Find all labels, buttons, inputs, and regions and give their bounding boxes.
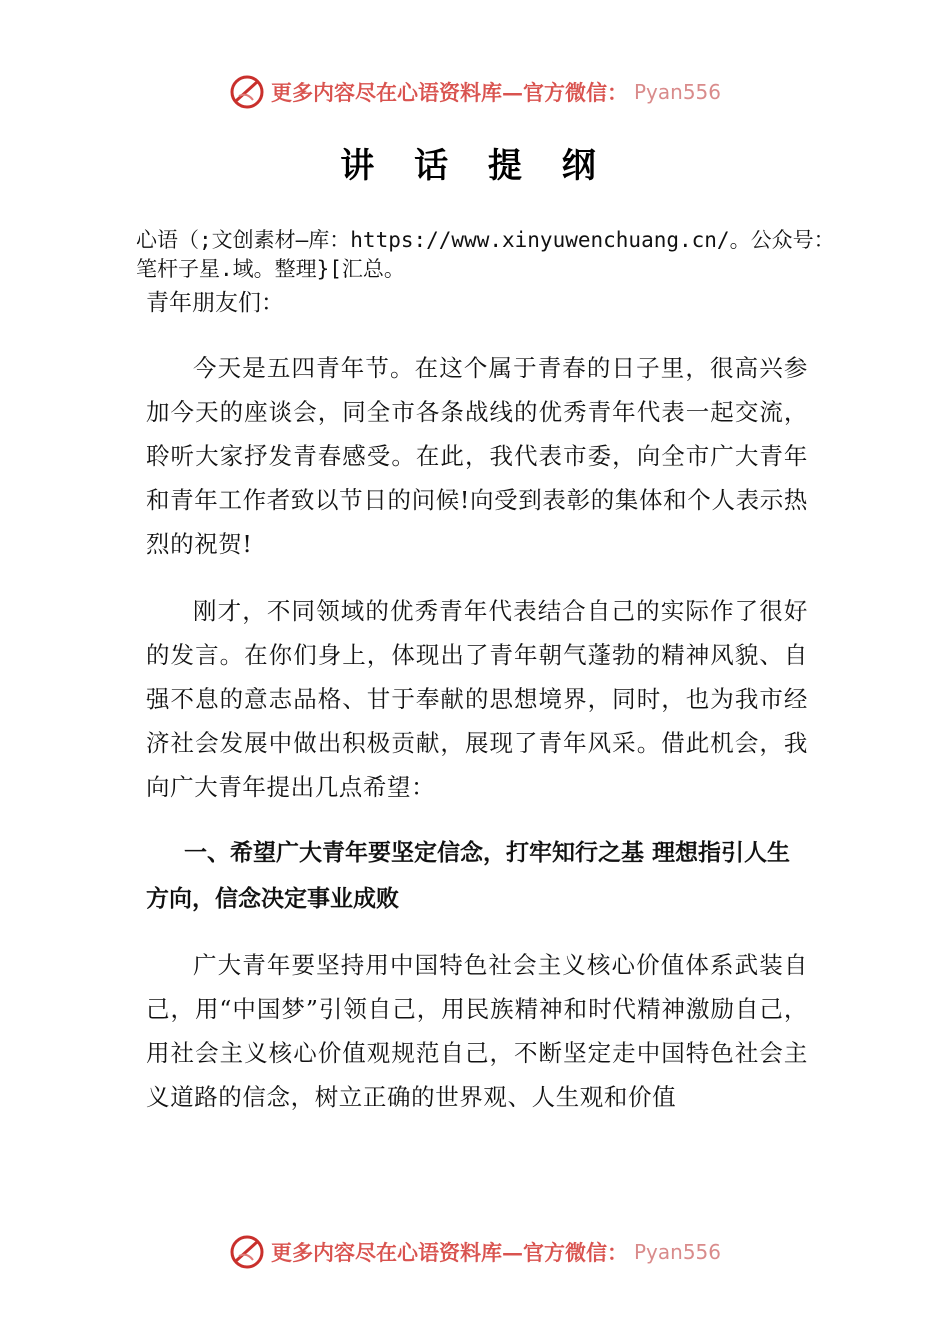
brush-logo-icon <box>229 1234 265 1270</box>
source-note: 心语（;文创素材—库：https://www.xinyuwenchuang.cn/。公众号：笔杆子星.域。整理}[汇总。 <box>136 228 835 281</box>
greeting: 青年朋友们： <box>146 290 284 316</box>
watermark-contact: Pyan556 <box>633 80 721 104</box>
watermark-text: 更多内容尽在心语资料库—官方微信： <box>270 80 628 105</box>
watermark-text: 更多内容尽在心语资料库—官方微信： <box>270 1240 628 1265</box>
paragraph-2: 刚才，不同领域的优秀青年代表结合自己的实际作了很好的发言。在你们身上，体现出了青年朝气蓬勃的精神风貌、自强不息的意志品格、甘于奉献的思想境界，同时，也为我市经济社会发展中做出积极贡献，展现了青年风采。借此机会，我向广大青年提出几点希望： <box>146 597 808 801</box>
watermark-contact: Pyan556 <box>633 1240 721 1264</box>
paragraph-3: 广大青年要坚持用中国特色社会主义核心价值体系武装自己，用“中国梦”引领自己，用民族精神和时代精神激励自己，用社会主义核心价值观规范自己，不断坚定走中国特色社会主义道路的信念，树立正确的世界观、人生观和价值 <box>146 951 808 1111</box>
watermark-banner-bottom <box>0 1232 950 1272</box>
watermark-banner-top <box>0 72 950 112</box>
paragraph-1: 今天是五四青年节。在这个属于青春的日子里，很高兴参加今天的座谈会，同全市各条战线的优秀青年代表一起交流，聆听大家抒发青春感受。在此，我代表市委，向全市广大青年和青年工作者致以节日的问候!向受到表彰的集体和个人表示热烈的祝贺! <box>146 354 808 558</box>
brush-logo-icon <box>229 74 265 110</box>
document-title: 讲 话 提 纲 <box>340 146 610 186</box>
section-heading-1: 一、希望广大青年要坚定信念，打牢知行之基 理想指引人生方向，信念决定事业成败 <box>146 840 791 912</box>
